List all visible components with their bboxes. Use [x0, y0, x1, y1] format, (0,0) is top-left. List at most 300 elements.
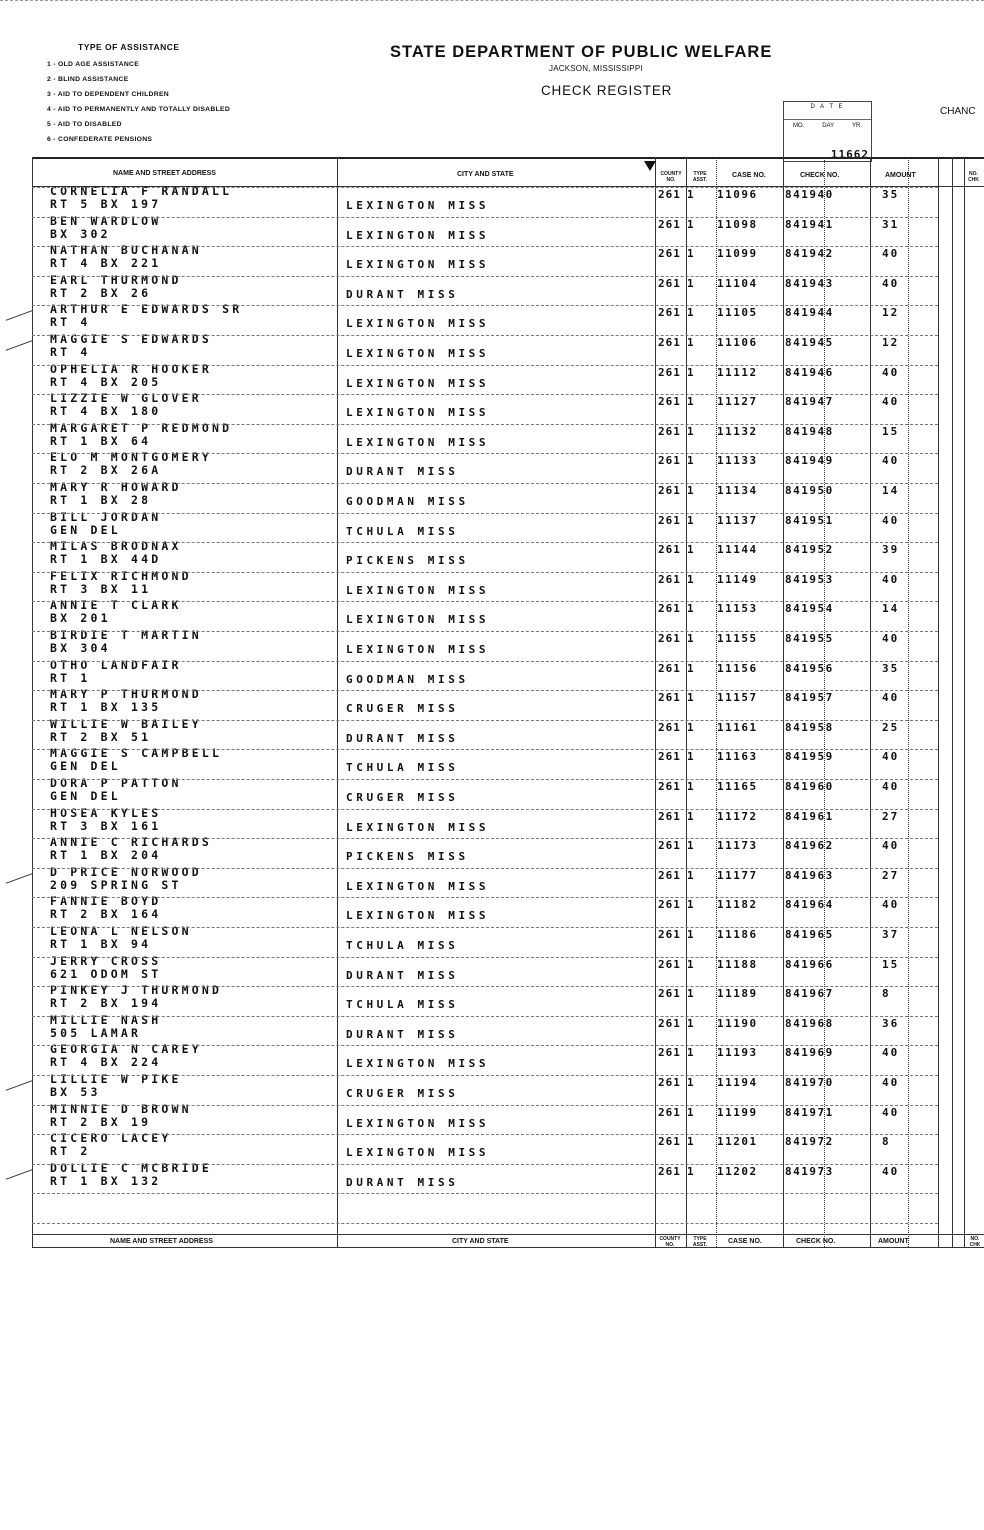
county-number: 261 [658, 720, 681, 734]
city-state: PICKENS MISS [346, 850, 469, 864]
case-number: 11182 [717, 898, 758, 912]
street-address: RT 1 BX 44D [50, 552, 162, 567]
county-number: 261 [658, 1016, 681, 1030]
check-amount: 40 [882, 513, 900, 527]
check-number: 841958 [785, 720, 834, 734]
check-amount: 35 [882, 188, 900, 201]
case-number: 11134 [717, 484, 758, 497]
table-rule-s2 [952, 157, 953, 1247]
check-amount: 40 [882, 898, 900, 912]
street-address: RT 2 BX 26 [50, 285, 152, 300]
county-number: 261 [658, 424, 681, 438]
row-rule [32, 1016, 938, 1017]
city-state: DURANT MISS [346, 731, 459, 745]
recipient-name: ELO M MONTGOMERY [50, 450, 212, 465]
assistance-type: 1 [687, 957, 694, 971]
county-number: 261 [658, 809, 681, 823]
col-header-city: CITY AND STATE [457, 171, 514, 178]
county-number: 261 [658, 868, 681, 882]
county-number: 261 [658, 336, 681, 349]
row-rule [32, 631, 938, 632]
scan-edge [0, 0, 984, 3]
row-rule [32, 483, 938, 484]
row-rule [32, 661, 938, 662]
check-number: 841952 [785, 543, 834, 557]
recipient-name: ARTHUR E EDWARDS SR [50, 302, 243, 317]
pen-tick-mark [6, 1080, 33, 1091]
case-number: 11193 [717, 1046, 758, 1060]
case-number: 11106 [717, 336, 758, 349]
recipient-name: JERRY CROSS [50, 953, 162, 968]
check-amount: 39 [882, 543, 900, 557]
table-row [32, 184, 938, 217]
check-number: 841948 [785, 424, 834, 438]
recipient-name: MINNIE D BROWN [50, 1101, 192, 1116]
table-row [32, 272, 938, 306]
row-rule [32, 187, 938, 188]
date-year-label: YR. [852, 123, 863, 129]
row-rule [32, 305, 938, 306]
recipient-name: BIRDIE T MARTIN [50, 628, 202, 642]
city-state: CRUGER MISS [346, 791, 459, 804]
recipient-name: ANNIE C RICHARDS [50, 835, 212, 850]
table-row [32, 361, 938, 395]
street-address: RT 1 BX 135 [50, 700, 162, 715]
check-number: 841954 [785, 602, 834, 616]
case-number: 11163 [717, 750, 758, 764]
assistance-type: 1 [687, 424, 694, 438]
check-amount: 31 [882, 217, 900, 231]
row-rule [32, 276, 938, 277]
footer-col-extra: NO. CHK [969, 1236, 981, 1248]
case-number: 11189 [717, 987, 758, 1001]
recipient-name: LEONA L NELSON [50, 924, 192, 938]
footer-col-case: CASE NO. [728, 1238, 762, 1245]
table-row [32, 450, 938, 483]
county-number: 261 [658, 484, 681, 497]
street-address: RT 5 BX 197 [50, 197, 162, 211]
check-amount: 12 [882, 336, 900, 349]
assistance-type: 1 [687, 1105, 694, 1119]
row-rule [32, 217, 938, 218]
col-header-type: TYPE ASST. [692, 171, 708, 183]
row-rule [32, 542, 938, 543]
assistance-type: 1 [687, 188, 694, 201]
county-number: 261 [658, 602, 681, 616]
table-row [32, 924, 938, 957]
legend-item: 1 - OLD AGE ASSISTANCE [47, 61, 140, 68]
row-rule [32, 868, 938, 869]
county-number: 261 [658, 188, 681, 201]
table-rule-s3 [964, 157, 965, 1247]
check-amount: 40 [882, 750, 900, 764]
city-state: LEXINGTON MISS [346, 1057, 490, 1071]
case-number: 11172 [717, 809, 758, 823]
county-number: 261 [658, 454, 681, 468]
table-row [32, 894, 938, 927]
check-amount: 40 [882, 1076, 900, 1089]
check-amount: 15 [882, 957, 900, 971]
street-address: RT 1 BX 94 [50, 937, 152, 951]
table-row [32, 953, 938, 987]
table-row [32, 598, 938, 631]
date-month-label: MO. [792, 123, 805, 129]
assistance-type: 1 [687, 1135, 694, 1149]
row-rule [32, 897, 938, 898]
case-number: 11157 [717, 691, 758, 705]
row-rule [32, 365, 938, 366]
recipient-name: MAGGIE S EDWARDS [50, 332, 212, 346]
check-number: 841959 [785, 750, 834, 764]
assistance-type: 1 [687, 602, 694, 616]
check-amount: 40 [882, 572, 900, 586]
recipient-name: D PRICE NORWOOD [50, 864, 202, 879]
check-amount: 12 [882, 306, 900, 320]
check-amount: 40 [882, 1046, 900, 1060]
street-address: RT 1 BX 204 [50, 848, 162, 863]
table-row [32, 864, 938, 898]
legend-title: TYPE OF ASSISTANCE [78, 42, 180, 52]
case-number: 11177 [717, 868, 758, 882]
county-number: 261 [658, 1105, 681, 1119]
city-state: DURANT MISS [346, 1175, 459, 1189]
check-number: 841944 [785, 306, 834, 320]
check-amount: 27 [882, 809, 900, 823]
street-address: RT 3 BX 11 [50, 581, 152, 596]
city-state: TCHULA MISS [346, 998, 459, 1012]
street-address: RT 4 BX 221 [50, 256, 162, 271]
row-rule [32, 690, 938, 691]
assistance-legend [47, 57, 230, 147]
case-number: 11132 [717, 424, 758, 438]
city-state: LEXINGTON MISS [346, 820, 490, 834]
footer-col-county: COUNTY NO. [659, 1236, 681, 1248]
check-amount: 40 [882, 276, 900, 290]
city-state: DURANT MISS [346, 968, 459, 982]
check-amount: 40 [882, 365, 900, 379]
check-number: 841966 [785, 957, 834, 971]
recipient-name: BILL JORDAN [50, 509, 162, 524]
street-address: 621 ODOM ST [50, 966, 162, 981]
recipient-name: MARY P THURMOND [50, 687, 202, 702]
city-state: LEXINGTON MISS [346, 228, 490, 242]
city-state: CRUGER MISS [346, 1087, 459, 1100]
check-number: 841972 [785, 1135, 834, 1149]
table-row [32, 1012, 938, 1046]
check-amount: 8 [882, 1135, 891, 1149]
check-number: 841956 [785, 661, 834, 675]
city-state: DURANT MISS [346, 465, 459, 479]
row-rule [32, 394, 938, 395]
recipient-name: HOSEA KYLES [50, 805, 162, 820]
assistance-type: 1 [687, 809, 694, 823]
case-number: 11194 [717, 1076, 758, 1089]
check-number: 841963 [785, 868, 834, 882]
check-amount: 40 [882, 247, 900, 261]
check-amount: 40 [882, 780, 900, 793]
check-number: 841941 [785, 217, 834, 231]
footer-col-check: CHECK NO. [796, 1238, 836, 1245]
assistance-type: 1 [687, 572, 694, 586]
footer-col-type: TYPE ASST. [692, 1236, 708, 1248]
assistance-type: 1 [687, 306, 694, 320]
date-label: D A T E [810, 104, 845, 110]
city-state: LEXINGTON MISS [346, 643, 490, 656]
city-state: GOODMAN MISS [346, 672, 469, 686]
county-number: 261 [658, 1046, 681, 1060]
table-row [32, 1042, 938, 1075]
footer-col-name: NAME AND STREET ADDRESS [110, 1238, 213, 1245]
col-header-extra: NO. CHK [968, 171, 979, 183]
table-row [32, 628, 938, 661]
county-number: 261 [658, 513, 681, 527]
county-number: 261 [658, 395, 681, 409]
case-number: 11127 [717, 395, 758, 409]
table-row [32, 1101, 938, 1135]
footer-rule [32, 1234, 984, 1235]
form-title: CHECK REGISTER [541, 83, 673, 98]
check-number: 841961 [785, 809, 834, 823]
assistance-type: 1 [687, 1046, 694, 1060]
col-header-county: COUNTY NO. [660, 171, 682, 183]
check-number: 841943 [785, 276, 834, 290]
assistance-type: 1 [687, 868, 694, 882]
table-row [32, 332, 938, 365]
check-amount: 27 [882, 868, 900, 882]
city-state: TCHULA MISS [346, 939, 459, 952]
county-number: 261 [658, 306, 681, 320]
recipient-name: DORA P PATTON [50, 776, 182, 790]
city-state: TCHULA MISS [346, 524, 459, 538]
recipient-name: EARL THURMOND [50, 272, 182, 287]
case-number: 11144 [717, 543, 758, 557]
table-row [32, 983, 938, 1016]
check-number: 841968 [785, 1016, 834, 1030]
recipient-name: FANNIE BOYD [50, 894, 162, 909]
date-value: 11662 [830, 148, 869, 161]
row-rule [32, 1075, 938, 1076]
county-number: 261 [658, 750, 681, 764]
city-state: LEXINGTON MISS [346, 376, 490, 390]
street-address: RT 2 BX 26A [50, 463, 162, 478]
city-state: LEXINGTON MISS [346, 258, 490, 272]
street-address: RT 4 BX 180 [50, 404, 162, 419]
street-address: 209 SPRING ST [50, 877, 182, 892]
case-number: 11137 [717, 513, 758, 527]
check-number: 841960 [785, 780, 834, 793]
county-number: 261 [658, 365, 681, 379]
check-amount: 8 [882, 987, 891, 1001]
street-address: RT 2 BX 51 [50, 729, 152, 744]
city-state: LEXINGTON MISS [346, 435, 490, 449]
check-number: 841945 [785, 336, 834, 349]
check-number: 841950 [785, 484, 834, 497]
assistance-type: 1 [687, 247, 694, 261]
row-rule [32, 986, 938, 987]
recipient-name: OTHO LANDFAIR [50, 657, 182, 672]
recipient-name: LIZZIE W GLOVER [50, 391, 202, 406]
bottom-rule [32, 1247, 984, 1248]
check-number: 841953 [785, 572, 834, 586]
case-number: 11096 [717, 188, 758, 201]
county-number: 261 [658, 572, 681, 586]
check-number: 841970 [785, 1076, 834, 1089]
row-rule [32, 424, 938, 425]
county-number: 261 [658, 217, 681, 231]
pen-tick-mark [6, 340, 33, 351]
table-row [32, 746, 938, 779]
row-rule [32, 246, 938, 247]
county-number: 261 [658, 661, 681, 675]
city-state: LEXINGTON MISS [346, 317, 490, 331]
county-number: 261 [658, 987, 681, 1001]
recipient-name: PINKEY J THURMOND [50, 983, 223, 998]
street-address: RT 2 BX 19 [50, 1114, 152, 1129]
check-number: 841957 [785, 691, 834, 705]
check-number: 841969 [785, 1046, 834, 1060]
recipient-name: ANNIE T CLARK [50, 598, 182, 613]
legend-item: 6 - CONFEDERATE PENSIONS [47, 136, 153, 143]
case-number: 11104 [717, 276, 758, 290]
street-address: RT 3 BX 161 [50, 818, 162, 833]
legend-item: 2 - BLIND ASSISTANCE [47, 76, 129, 83]
row-rule [32, 1164, 938, 1165]
city-state: LEXINGTON MISS [346, 199, 490, 212]
col-header-amount: AMOUNT [885, 172, 916, 179]
check-amount: 25 [882, 720, 900, 734]
table-row [32, 302, 938, 335]
assistance-type: 1 [687, 661, 694, 675]
case-number: 11199 [717, 1105, 758, 1119]
case-number: 11188 [717, 957, 758, 971]
recipient-name: DOLLIE C MCBRIDE [50, 1160, 212, 1175]
assistance-type: 1 [687, 395, 694, 409]
case-number: 11190 [717, 1016, 758, 1030]
check-amount: 40 [882, 632, 900, 645]
row-rule [32, 957, 938, 958]
check-number: 841949 [785, 454, 834, 468]
case-number: 11099 [717, 247, 758, 261]
footer-col-city: CITY AND STATE [452, 1238, 509, 1245]
col-header-name: NAME AND STREET ADDRESS [113, 170, 216, 177]
county-number: 261 [658, 928, 681, 941]
city-state: LEXINGTON MISS [346, 1116, 490, 1130]
check-number: 841967 [785, 987, 834, 1001]
county-number: 261 [658, 1135, 681, 1149]
pen-tick-mark [6, 311, 33, 322]
footer-col-amount: AMOUNT [878, 1238, 909, 1245]
street-address: BX 201 [50, 611, 111, 626]
table-row [32, 657, 938, 691]
city-state: LEXINGTON MISS [346, 583, 490, 597]
recipient-name: MARY R HOWARD [50, 480, 182, 494]
city-state: LEXINGTON MISS [346, 1146, 490, 1160]
table-row [32, 716, 938, 750]
case-number: 11165 [717, 780, 758, 793]
row-rule [32, 601, 938, 602]
check-number: 841965 [785, 928, 834, 941]
check-number: 841947 [785, 395, 834, 409]
table-row [32, 687, 938, 720]
street-address: RT 1 BX 64 [50, 433, 152, 448]
county-number: 261 [658, 957, 681, 971]
case-number: 11161 [717, 720, 758, 734]
city-state: PICKENS MISS [346, 554, 469, 568]
row-rule [32, 1105, 938, 1106]
table-row [32, 480, 938, 513]
check-amount: 35 [882, 661, 900, 675]
assistance-type: 1 [687, 1164, 694, 1178]
assistance-type: 1 [687, 276, 694, 290]
assistance-type: 1 [687, 484, 694, 497]
county-number: 261 [658, 691, 681, 705]
check-number: 841942 [785, 247, 834, 261]
assistance-type: 1 [687, 513, 694, 527]
check-number: 841955 [785, 632, 834, 645]
assistance-type: 1 [687, 928, 694, 941]
header-rule [32, 157, 984, 159]
street-address: GEN DEL [50, 789, 121, 803]
date-day-label: DAY [822, 123, 835, 129]
recipient-name: GEORGIA N CAREY [50, 1042, 202, 1057]
street-address: RT 4 BX 224 [50, 1055, 162, 1070]
check-number: 841951 [785, 513, 834, 527]
recipient-name: LILLIE W PIKE [50, 1072, 182, 1086]
case-number: 11201 [717, 1135, 758, 1149]
table-rule-s1 [938, 157, 939, 1247]
blank-row-rule [32, 1223, 938, 1224]
check-amount: 37 [882, 928, 900, 941]
col-header-case: CASE NO. [732, 172, 766, 179]
assistance-type: 1 [687, 365, 694, 379]
case-number: 11153 [717, 602, 758, 616]
row-rule [32, 1134, 938, 1135]
assistance-type: 1 [687, 720, 694, 734]
agency-location: JACKSON, MISSISSIPPI [549, 64, 643, 73]
county-number: 261 [658, 1076, 681, 1089]
case-number: 11155 [717, 632, 758, 645]
case-number: 11202 [717, 1164, 758, 1178]
assistance-type: 1 [687, 780, 694, 793]
street-address: RT 2 BX 194 [50, 996, 162, 1011]
city-state: LEXINGTON MISS [346, 613, 490, 627]
assistance-type: 1 [687, 632, 694, 645]
street-address: RT 4 [50, 345, 91, 359]
recipient-name: WILLIE W BAILEY [50, 716, 202, 731]
city-state: DURANT MISS [346, 1027, 459, 1041]
table-row [32, 509, 938, 543]
pen-tick-mark [6, 873, 33, 884]
assistance-type: 1 [687, 217, 694, 231]
check-number: 841971 [785, 1105, 834, 1119]
table-row [32, 805, 938, 839]
street-address: BX 302 [50, 226, 111, 241]
city-state: TCHULA MISS [346, 761, 459, 775]
county-number: 261 [658, 898, 681, 912]
legend-item: 4 - AID TO PERMANENTLY AND TOTALLY DISABLED [47, 106, 231, 113]
recipient-name: MILLIE NASH [50, 1012, 162, 1027]
street-address: RT 2 BX 164 [50, 907, 162, 922]
street-address: RT 2 [50, 1144, 91, 1159]
assistance-type: 1 [687, 691, 694, 705]
agency-title: STATE DEPARTMENT OF PUBLIC WELFARE [390, 43, 773, 61]
street-address: BX 53 [50, 1085, 101, 1099]
street-address: RT 1 [50, 670, 91, 685]
assistance-type: 1 [687, 1076, 694, 1089]
recipient-name: CORNELIA F RANDALL [50, 184, 233, 198]
table-row [32, 391, 938, 424]
case-number: 11098 [717, 217, 758, 231]
